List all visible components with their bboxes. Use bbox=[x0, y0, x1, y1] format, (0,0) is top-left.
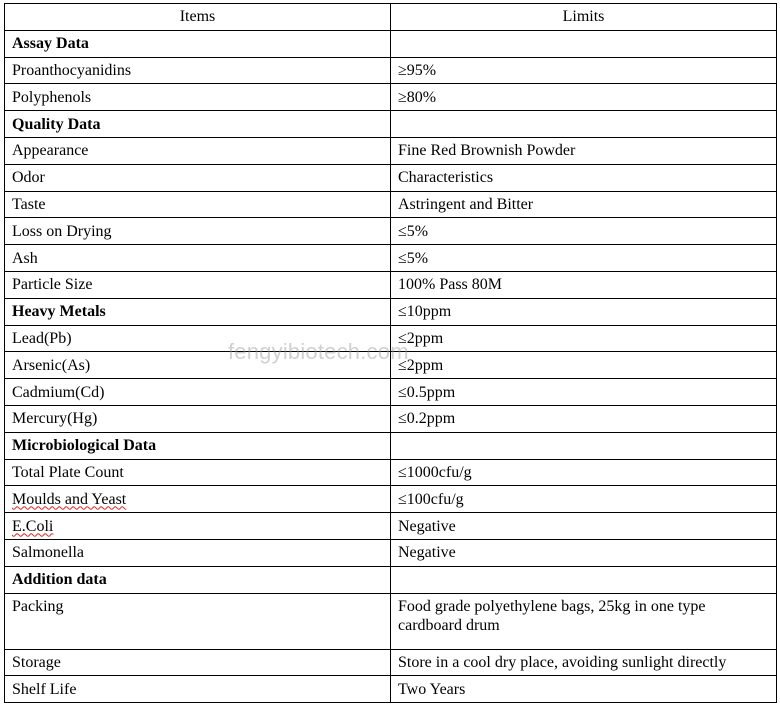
limit-cell: ≤0.2ppm bbox=[391, 405, 777, 432]
limit-cell: Characteristics bbox=[391, 164, 777, 191]
limit-cell: Negative bbox=[391, 513, 777, 540]
item-cell: E.Coli bbox=[5, 513, 391, 540]
section-assay: Assay Data bbox=[5, 30, 391, 57]
table-row bbox=[5, 459, 777, 486]
limit-cell: ≥95% bbox=[391, 57, 777, 84]
table-row bbox=[5, 539, 777, 566]
limit-cell: ≤5% bbox=[391, 218, 777, 245]
table-row bbox=[5, 84, 777, 111]
section-row bbox=[5, 30, 777, 57]
limit-cell: Astringent and Bitter bbox=[391, 191, 777, 218]
limit-cell: ≥80% bbox=[391, 84, 777, 111]
item-cell: Polyphenols bbox=[5, 84, 391, 111]
limit-cell: Store in a cool dry place, avoiding sunlight directly bbox=[391, 649, 777, 676]
limit-cell: 100% Pass 80M bbox=[391, 271, 777, 298]
limit-cell: ≤1000cfu/g bbox=[391, 459, 777, 486]
limit-cell: ≤10ppm bbox=[391, 298, 777, 325]
table-row bbox=[5, 379, 777, 406]
section-quality: Quality Data bbox=[5, 111, 391, 138]
table-row bbox=[5, 649, 777, 676]
table-row bbox=[5, 325, 777, 352]
table-row bbox=[5, 164, 777, 191]
empty-cell bbox=[391, 432, 777, 459]
limit-cell: ≤0.5ppm bbox=[391, 379, 777, 406]
item-cell: Packing bbox=[5, 593, 391, 649]
limit-cell: Negative bbox=[391, 539, 777, 566]
items-header: Items bbox=[5, 4, 391, 31]
section-row bbox=[5, 111, 777, 138]
item-cell: Storage bbox=[5, 649, 391, 676]
empty-cell bbox=[391, 111, 777, 138]
item-cell: Shelf Life bbox=[5, 676, 391, 703]
table-row bbox=[5, 191, 777, 218]
item-cell: Appearance bbox=[5, 137, 391, 164]
section-row bbox=[5, 298, 777, 325]
section-microbiological: Microbiological Data bbox=[5, 432, 391, 459]
limit-cell: Fine Red Brownish Powder bbox=[391, 137, 777, 164]
item-cell: Taste bbox=[5, 191, 391, 218]
item-cell: Moulds and Yeast bbox=[5, 486, 391, 513]
item-cell: Loss on Drying bbox=[5, 218, 391, 245]
item-cell: Total Plate Count bbox=[5, 459, 391, 486]
table-row bbox=[5, 486, 777, 513]
empty-cell bbox=[391, 566, 777, 593]
section-row bbox=[5, 566, 777, 593]
table-row bbox=[5, 676, 777, 703]
empty-cell bbox=[391, 30, 777, 57]
table-row bbox=[5, 57, 777, 84]
item-cell: Proanthocyanidins bbox=[5, 57, 391, 84]
watermark-text: fengyibiotech.com bbox=[228, 339, 409, 364]
table-row bbox=[5, 218, 777, 245]
section-row bbox=[5, 432, 777, 459]
table-row bbox=[5, 271, 777, 298]
item-cell: Arsenic(As) bbox=[5, 352, 391, 379]
limit-cell: Two Years bbox=[391, 676, 777, 703]
limit-cell: ≤5% bbox=[391, 245, 777, 272]
table-row bbox=[5, 593, 777, 649]
limit-cell: ≤100cfu/g bbox=[391, 486, 777, 513]
limits-header: Limits bbox=[391, 4, 777, 31]
spec-table bbox=[4, 3, 777, 703]
table-row bbox=[5, 137, 777, 164]
limit-cell: Food grade polyethylene bags, 25kg in one type cardboard drum bbox=[391, 593, 777, 649]
table-row bbox=[5, 405, 777, 432]
item-cell: Odor bbox=[5, 164, 391, 191]
limit-cell: ≤2ppm bbox=[391, 325, 777, 352]
item-cell: Mercury(Hg) bbox=[5, 405, 391, 432]
table-row bbox=[5, 245, 777, 272]
table-row bbox=[5, 352, 777, 379]
table-row bbox=[5, 513, 777, 540]
item-cell: Particle Size bbox=[5, 271, 391, 298]
section-addition: Addition data bbox=[5, 566, 391, 593]
item-cell: Salmonella bbox=[5, 539, 391, 566]
item-cell: Cadmium(Cd) bbox=[5, 379, 391, 406]
header-row bbox=[5, 4, 777, 31]
limit-cell: ≤2ppm bbox=[391, 352, 777, 379]
section-heavy-metals: Heavy Metals bbox=[5, 298, 391, 325]
item-cell: Ash bbox=[5, 245, 391, 272]
item-cell: Lead(Pb) bbox=[5, 325, 391, 352]
